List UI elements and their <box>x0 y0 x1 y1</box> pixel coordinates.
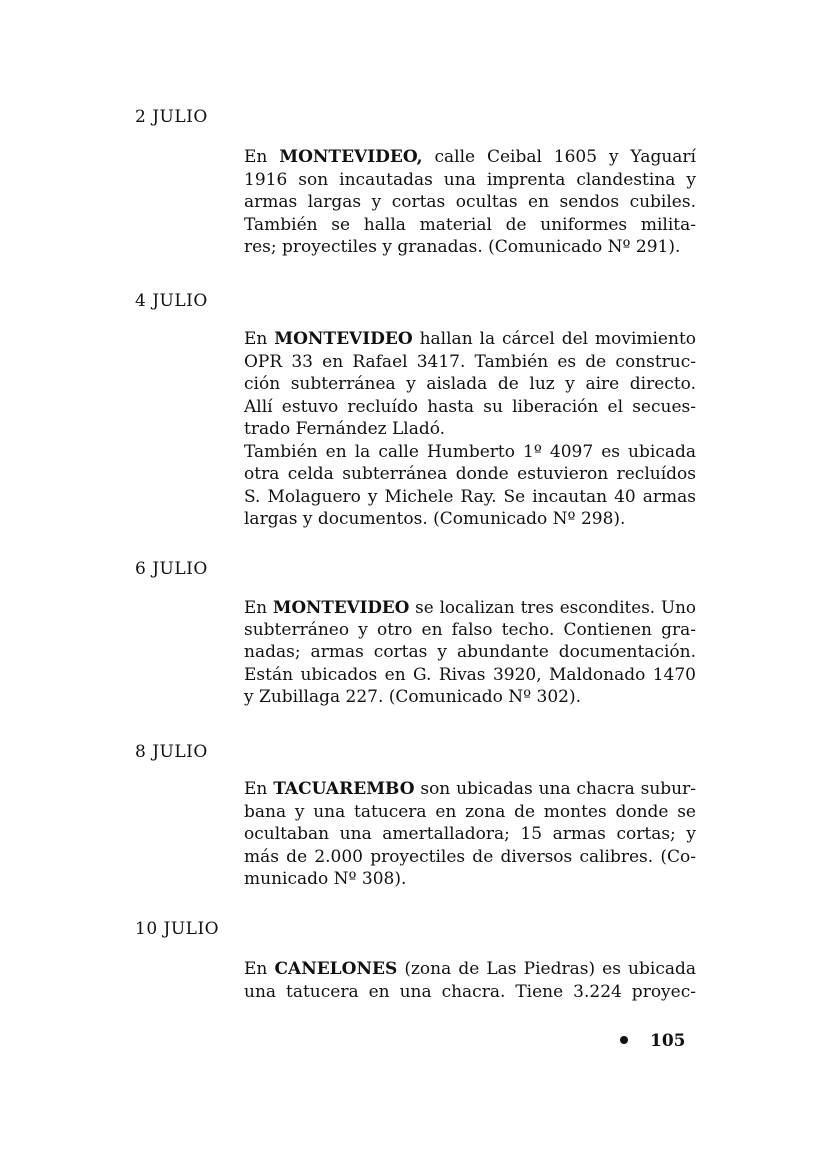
text-line: y Zubillaga 227. (Comunicado Nº 302). <box>244 687 582 707</box>
text-line: trado Fernández Lladó. <box>244 419 446 439</box>
text-line: Allí estuvo recluído hasta su liberación el secues- <box>244 396 696 417</box>
text-line: 1916 son incautadas una imprenta clandestina y <box>244 169 696 190</box>
entry-text <box>244 328 696 531</box>
location-name: CANELONES <box>274 959 398 979</box>
entry-date: 10 JULIO <box>135 919 220 939</box>
text-line: ción subterránea y aislada de luz y aire directo. <box>244 374 696 394</box>
text-line: subterráneo y otro en falso techo. Contienen gra- <box>244 619 696 640</box>
entry-date: 4 JULIO <box>135 291 208 311</box>
entry-date: 8 JULIO <box>135 742 208 762</box>
text-line: También en la calle Humberto 1º 4097 es ubicada <box>244 441 696 462</box>
entry-text <box>244 778 696 891</box>
text-line: ocultaban una amertalladora; 15 armas cortas; y <box>244 824 696 844</box>
text-line: más de 2.000 proyectiles de diversos calibres. (Co- <box>244 846 696 867</box>
text-line: En MONTEVIDEO hallan la cárcel del movimiento <box>244 329 697 349</box>
location-name: MONTEVIDEO <box>272 597 410 617</box>
bullet-icon <box>620 1036 628 1044</box>
text-line: bana y una tatucera en zona de montes donde se <box>244 801 696 822</box>
text-line: En MONTEVIDEO se localizan tres escondites. Uno <box>244 597 696 617</box>
location-name: TACUAREMBO <box>273 779 415 799</box>
location-name: MONTEVIDEO <box>274 329 413 349</box>
text-line: una tatucera en una chacra. Tiene 3.224 proyec- <box>244 981 696 1002</box>
text-line: OPR 33 en Rafael 3417. También es de construc- <box>244 351 696 372</box>
location-name: MONTEVIDEO, <box>279 147 423 167</box>
text-line: En MONTEVIDEO, calle Ceibal 1605 y Yaguarí <box>244 147 696 167</box>
text-line: En CANELONES (zona de Las Piedras) es ubicada <box>244 959 696 979</box>
text-line: Están ubicados en G. Rivas 3920, Maldonado 1470 <box>244 664 696 685</box>
entry-text <box>244 596 696 709</box>
text-line: otra celda subterránea donde estuvieron recluídos <box>244 464 696 484</box>
entry-date: 2 JULIO <box>135 107 208 127</box>
entry-text <box>244 958 696 1003</box>
text-line: municado Nº 308). <box>244 869 407 889</box>
text-line: res; proyectiles y granadas. (Comunicado Nº 291). <box>244 237 681 257</box>
text-line: También se halla material de uniformes milita- <box>244 214 696 235</box>
entry-text <box>244 146 696 259</box>
text-line: nadas; armas cortas y abundante documentación. <box>244 642 696 662</box>
text-line: S. Molaguero y Michele Ray. Se incautan 40 armas <box>244 486 696 507</box>
page-number: 105 <box>650 1031 686 1051</box>
text-line: armas largas y cortas ocultas en sendos cubiles. <box>244 192 696 212</box>
text-line: En TACUAREMBO son ubicadas una chacra subur- <box>244 779 697 799</box>
entry-date: 6 JULIO <box>135 559 208 579</box>
page-footer <box>620 1030 686 1052</box>
text-line: largas y documentos. (Comunicado Nº 298). <box>244 509 626 529</box>
